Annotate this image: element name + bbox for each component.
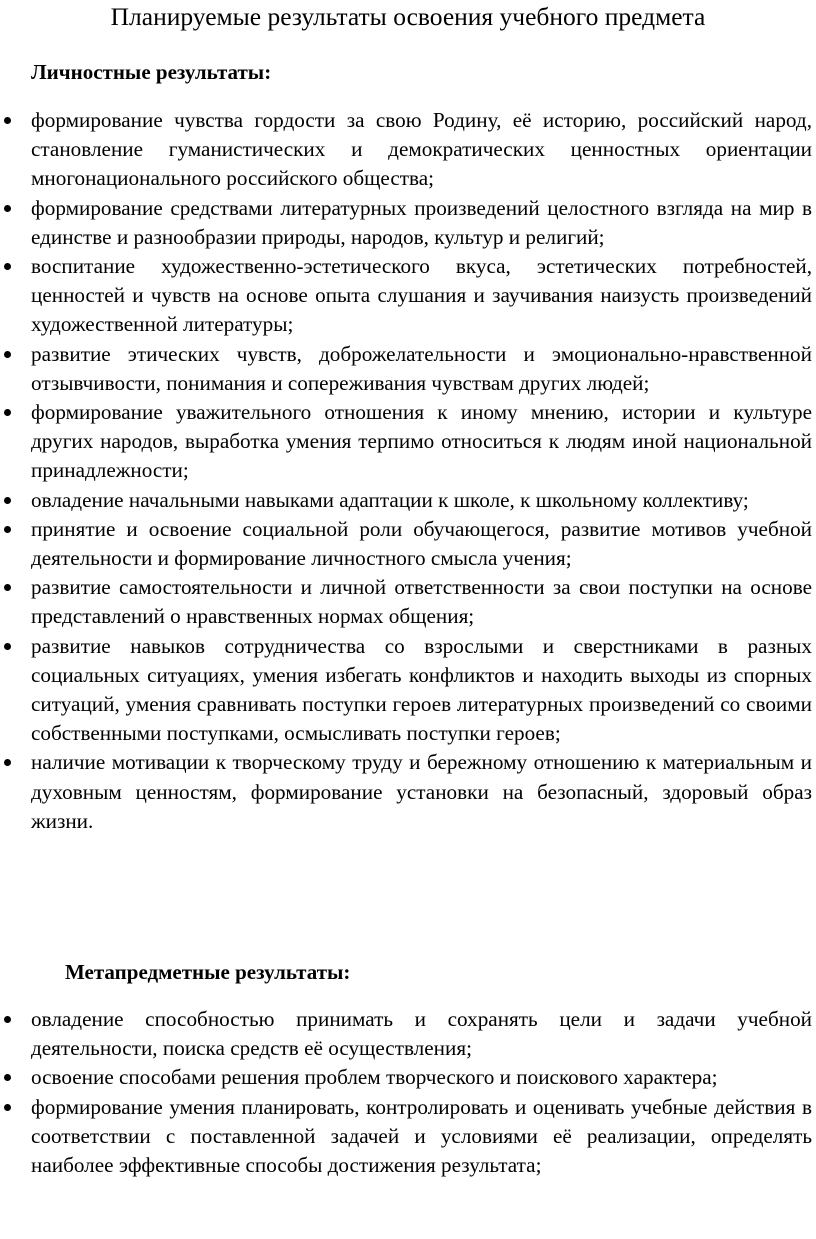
bullet-icon [4,409,11,416]
list-item [0,106,816,194]
list-item-text: развитие самостоятельности и личной ответственности за свои поступки на основе представлений о нравственных нормах общения; [31,575,812,629]
list-item-text: развитие этических чувств, доброжелательности и эмоционально-нравственной отзывчивости, понимания и сопереживания чувствам других людей; [31,341,812,395]
list-item [0,1093,816,1181]
list-item-text: освоение способами решения проблем творческого и поискового характера; [31,1065,718,1090]
list-item [0,632,816,749]
list-item [0,486,816,515]
list-item-text: воспитание художественно-эстетического вкуса, эстетических потребностей, ценностей и чувств на основе опыта слушания и заучивания наизусть произведений художественной литературы; [31,254,812,337]
list-item-text: развитие навыков сотрудничества со взрослыми и сверстниками в разных социальных ситуациях, умения избегать конфликтов и находить выходы из спорных ситуаций, умения сравнивать поступки героев литературных произведений со своими собственными поступками, осмысливать поступки героев; [31,633,812,746]
bullet-icon [4,351,11,358]
metasubject-results-list [0,1005,816,1180]
bullet-icon [4,263,11,270]
personal-results-list [0,106,816,836]
list-item [0,1063,816,1092]
list-item-text: формирование умения планировать, контролировать и оценивать учебные действия в соответствии с поставленной задачей и условиями её реализации, определять наиболее эффективные способы достижения результата; [31,1094,812,1178]
bullet-icon [4,643,11,650]
metasubject-results-heading: Метапредметные результаты: [65,960,351,984]
document-title: Планируемые результаты освоения учебного предмета [110,2,706,31]
bullet-icon [4,526,11,533]
list-item [0,573,816,631]
list-item [0,252,816,340]
list-item [0,194,816,252]
list-item [0,515,816,573]
list-item [0,340,816,398]
bullet-icon [4,1104,11,1111]
list-item-text: овладение способностью принимать и сохранять цели и задачи учебной деятельности, поиска средств её осуществления; [31,1007,812,1061]
list-item [0,748,816,836]
bullet-icon [4,497,11,504]
list-item-text: наличие мотивации к творческому труду и бережному отношению к материальным и духовным ценностям, формирование установки на безопасный, здоровый образ жизни. [31,750,812,833]
list-item-text: формирование чувства гордости за свою Родину, её историю, российский народ, становление гуманистических и демократических ценностных ориентации многонационального российского общества; [31,108,812,191]
bullet-icon [4,117,11,124]
list-item-text: принятие и освоение социальной роли обучающегося, развитие мотивов учебной деятельности и формирование личностного смысла учения; [31,516,812,571]
list-item [0,1005,816,1063]
personal-results-heading: Личностные результаты: [31,60,272,84]
bullet-icon [4,584,11,591]
list-item-text: формирование уважительного отношения к иному мнению, истории и культуре других народов, выработка умения терпимо относиться к людям иной национальной принадлежности; [31,400,812,483]
list-item-text: формирование средствами литературных произведений целостного взгляда на мир в единстве и разнообразии природы, народов, культур и религий; [31,195,812,249]
bullet-icon [4,1016,11,1023]
list-item [0,398,816,486]
list-item-text: овладение начальными навыками адаптации к школе, к школьному коллективу; [31,487,749,512]
bullet-icon [4,759,11,766]
bullet-icon [4,205,11,212]
bullet-icon [4,1074,11,1081]
